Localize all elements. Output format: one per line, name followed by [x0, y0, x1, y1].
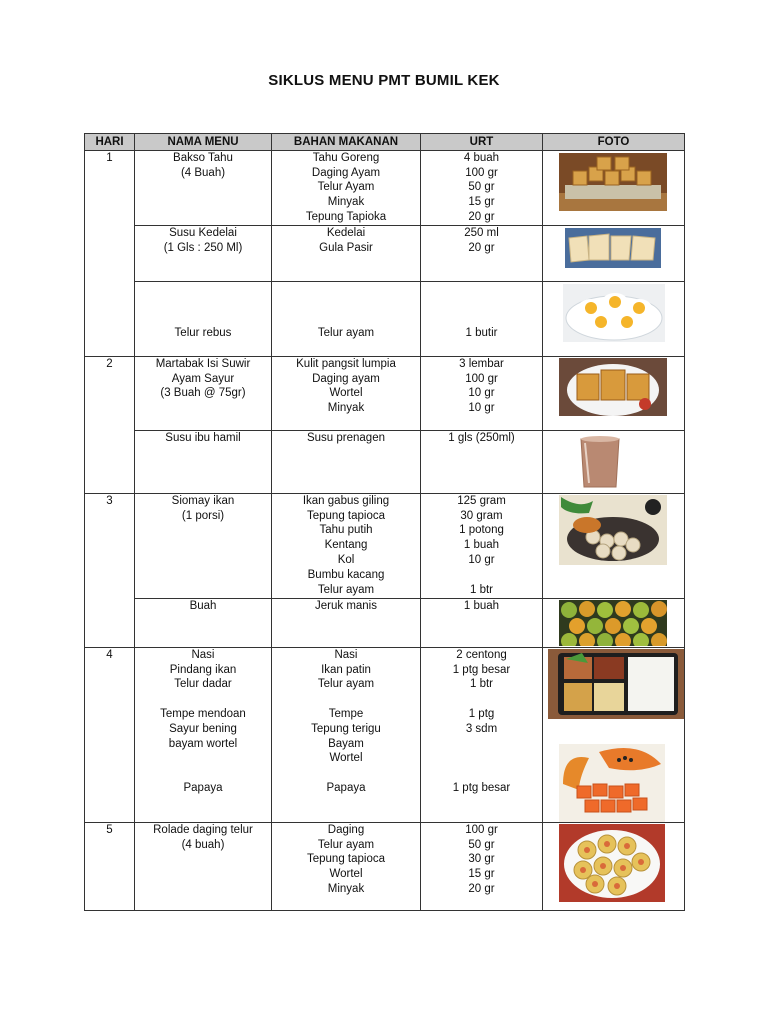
- bahan-cell: Kedelai Gula Pasir: [272, 225, 421, 281]
- header-bahan-makanan: BAHAN MAKANAN: [272, 134, 421, 151]
- urt-cell: 100 gr 50 gr 30 gr 15 gr 20 gr: [421, 822, 543, 910]
- hari-cell: 4: [85, 647, 135, 822]
- milk-glass-photo: [573, 433, 627, 491]
- soy-milk-photo: [565, 228, 661, 268]
- hari-cell: 3: [85, 493, 135, 647]
- header-foto: FOTO: [543, 134, 685, 151]
- papaya-photo: [559, 744, 665, 822]
- menu-table: [84, 133, 685, 911]
- menu-cell: Rolade daging telur (4 buah): [135, 822, 272, 910]
- table-row: [85, 647, 685, 822]
- menu-cell: Nasi Pindang ikan Telur dadar Tempe mendoan Sayur bening bayam wortel Papaya: [135, 647, 272, 822]
- header-row: [85, 134, 685, 151]
- bahan-cell: Tahu Goreng Daging Ayam Telur Ayam Minyak Tepung Tapioka: [272, 150, 421, 225]
- boiled-eggs-photo: [563, 284, 665, 342]
- rolade-photo: [559, 824, 665, 902]
- foto-cell: [543, 225, 685, 281]
- table-row: [85, 281, 685, 356]
- foto-cell: [543, 356, 685, 430]
- bahan-cell: Nasi Ikan patin Telur ayam Tempe Tepung terigu Bayam Wortel Papaya: [272, 647, 421, 822]
- bahan-cell: Kulit pangsit lumpia Daging ayam Wortel Minyak: [272, 356, 421, 430]
- foto-cell: [543, 430, 685, 493]
- foto-cell: [543, 493, 685, 598]
- bahan-cell: Jeruk manis: [272, 598, 421, 647]
- menu-cell: Buah: [135, 598, 272, 647]
- table-row: [85, 598, 685, 647]
- hari-cell: 5: [85, 822, 135, 910]
- siomay-photo: [559, 495, 667, 565]
- page-title: SIKLUS MENU PMT BUMIL KEK: [268, 72, 500, 89]
- foto-cell: [543, 598, 685, 647]
- foto-cell: [543, 822, 685, 910]
- menu-cell: Susu Kedelai (1 Gls : 250 Ml): [135, 225, 272, 281]
- lunchbox-photo: [548, 649, 684, 719]
- header-hari: HARI: [85, 134, 135, 151]
- tofu-balls-photo: [559, 153, 667, 211]
- header-urt: URT: [421, 134, 543, 151]
- table-row: [85, 225, 685, 281]
- menu-cell: Telur rebus: [135, 281, 272, 356]
- bahan-cell: Susu prenagen: [272, 430, 421, 493]
- urt-cell: 3 lembar 100 gr 10 gr 10 gr: [421, 356, 543, 430]
- urt-cell: 2 centong 1 ptg besar 1 btr 1 ptg 3 sdm 1 ptg besar: [421, 647, 543, 822]
- header-nama-menu: NAMA MENU: [135, 134, 272, 151]
- urt-cell: 1 buah: [421, 598, 543, 647]
- foto-cell: [543, 281, 685, 356]
- table-row: [85, 822, 685, 910]
- hari-cell: 1: [85, 150, 135, 356]
- bahan-cell: Ikan gabus giling Tepung tapioca Tahu putih Kentang Kol Bumbu kacang Telur ayam: [272, 493, 421, 598]
- martabak-photo: [559, 358, 667, 416]
- foto-cell: [543, 150, 685, 225]
- urt-cell: 125 gram 30 gram 1 potong 1 buah 10 gr 1 btr: [421, 493, 543, 598]
- bahan-cell: Daging Telur ayam Tepung tapioca Wortel Minyak: [272, 822, 421, 910]
- bahan-cell: Telur ayam: [272, 281, 421, 356]
- table-row: [85, 150, 685, 225]
- oranges-photo: [559, 600, 667, 646]
- hari-cell: 2: [85, 356, 135, 493]
- menu-cell: Martabak Isi Suwir Ayam Sayur (3 Buah @ 75gr): [135, 356, 272, 430]
- menu-cell: Siomay ikan (1 porsi): [135, 493, 272, 598]
- table-row: [85, 430, 685, 493]
- urt-cell: 1 butir: [421, 281, 543, 356]
- table-row: [85, 356, 685, 430]
- table-row: [85, 493, 685, 598]
- foto-cell: [543, 647, 685, 822]
- menu-cell: Bakso Tahu (4 Buah): [135, 150, 272, 225]
- urt-cell: 250 ml 20 gr: [421, 225, 543, 281]
- menu-cell: Susu ibu hamil: [135, 430, 272, 493]
- urt-cell: 1 gls (250ml): [421, 430, 543, 493]
- urt-cell: 4 buah 100 gr 50 gr 15 gr 20 gr: [421, 150, 543, 225]
